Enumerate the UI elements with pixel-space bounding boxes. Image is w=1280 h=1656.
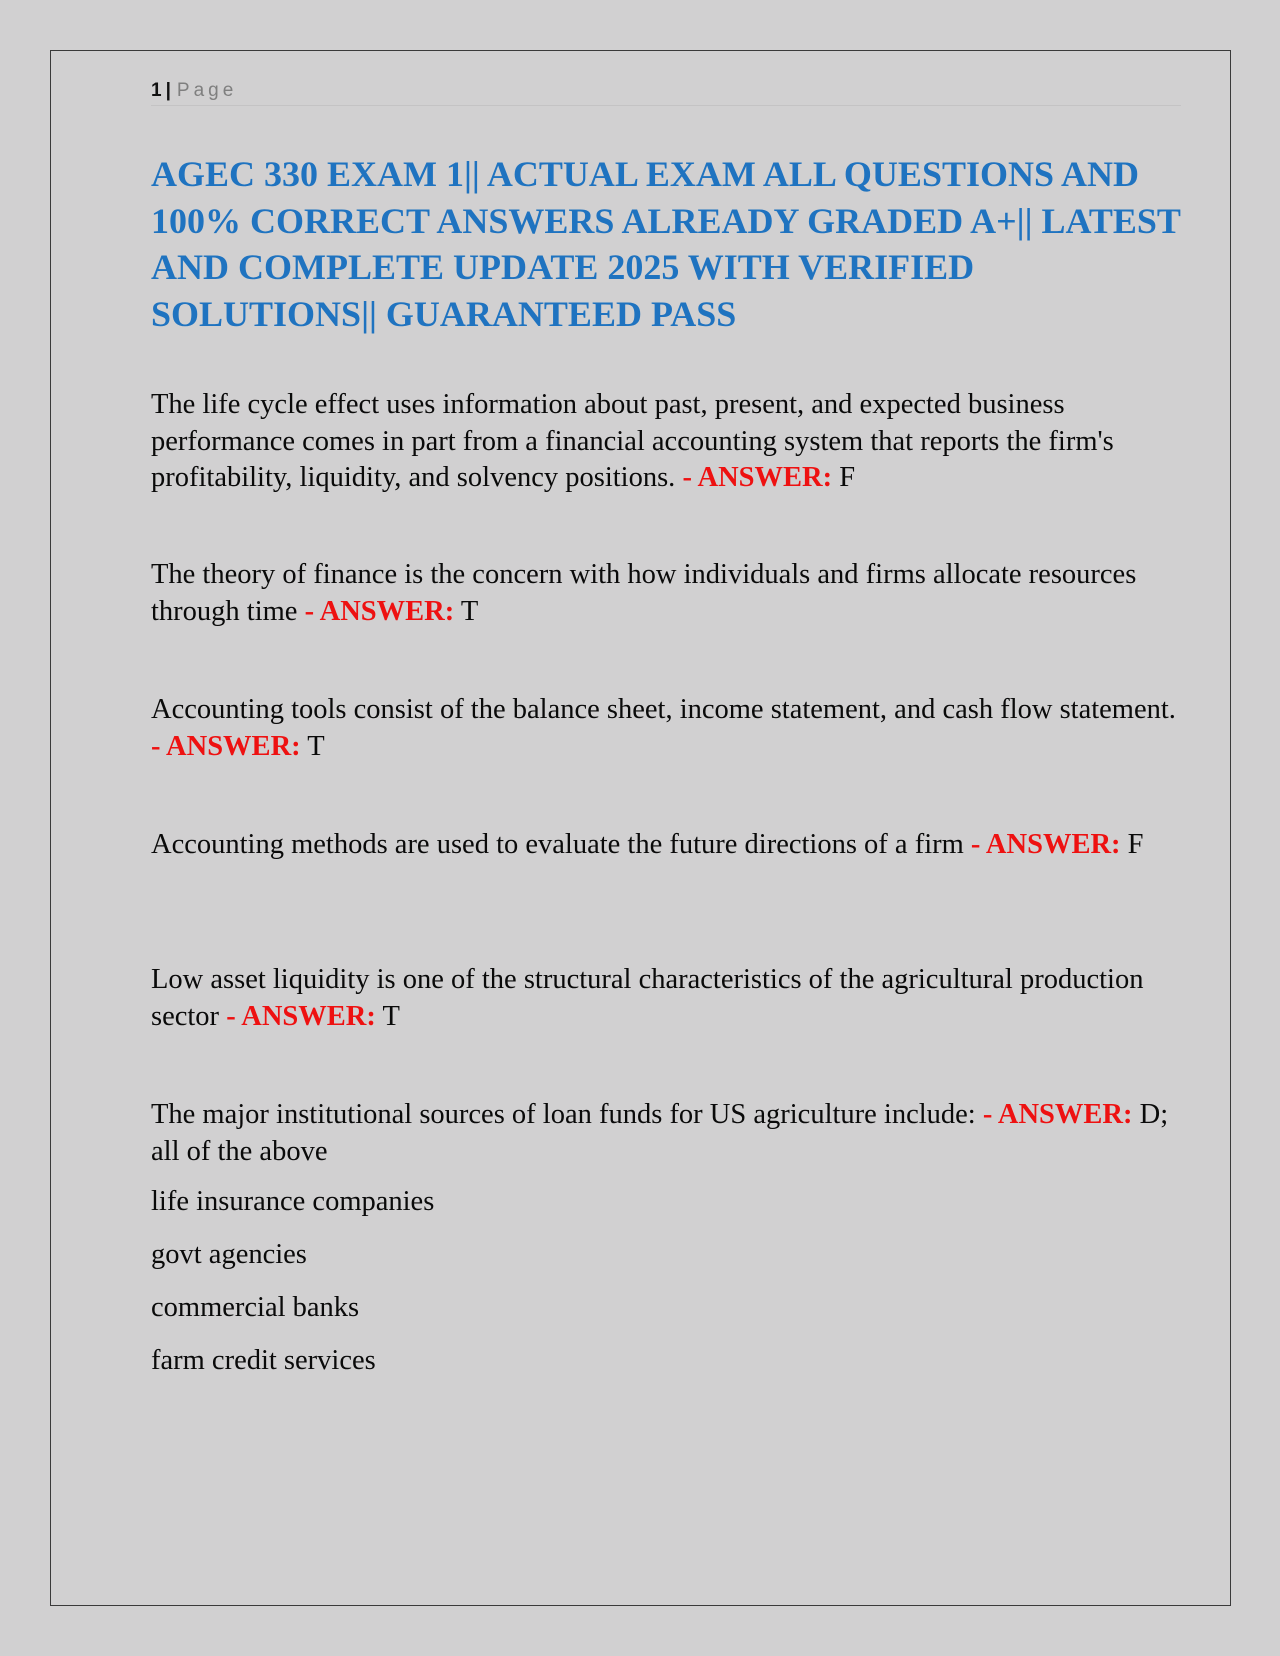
option-item: commercial banks bbox=[151, 1292, 360, 1323]
option-item: life insurance companies bbox=[151, 1186, 435, 1217]
page-number: 1 bbox=[151, 80, 162, 101]
qa-item-1 bbox=[151, 387, 1181, 497]
question-text: Low asset liquidity is one of the structural characteristics of the agricultural production sector bbox=[151, 964, 1144, 1032]
qa-item-5 bbox=[151, 962, 1181, 1035]
question-text: The theory of finance is the concern with how individuals and firms allocate resources through time bbox=[151, 559, 1137, 627]
qa-item-2 bbox=[151, 557, 1181, 630]
question-text: The major institutional sources of loan funds for US agriculture include: bbox=[151, 1099, 976, 1130]
qa-item-3 bbox=[151, 692, 1181, 765]
answer-marker: - ANSWER: bbox=[304, 595, 455, 627]
question-text: The life cycle effect uses information about past, present, and expected business performance comes in part from a financial accounting system that reports the firm's profitability, liquidity, and solvency positions. bbox=[151, 389, 1114, 493]
page-label: Page bbox=[176, 80, 238, 101]
answer-marker: - ANSWER: bbox=[226, 1000, 376, 1032]
page-separator: | bbox=[165, 80, 171, 101]
question-text: Accounting methods are used to evaluate the future directions of a firm bbox=[151, 829, 964, 860]
qa-item-6 bbox=[151, 1097, 1181, 1170]
answer-value: T bbox=[460, 595, 479, 627]
qa-item-4 bbox=[151, 827, 1181, 864]
answer-value: T bbox=[382, 1000, 400, 1032]
question-text: Accounting tools consist of the balance sheet, income statement, and cash flow statement. bbox=[151, 694, 1176, 725]
answer-value: T bbox=[307, 730, 325, 762]
answer-value: F bbox=[839, 462, 856, 493]
option-item: farm credit services bbox=[151, 1345, 376, 1376]
answer-marker: - ANSWER: bbox=[682, 462, 833, 493]
answer-marker: - ANSWER: bbox=[982, 1099, 1133, 1130]
document-page bbox=[50, 50, 1231, 1606]
answer-value: D; all of the above bbox=[151, 1099, 1169, 1167]
document-title: AGEC 330 EXAM 1|| ACTUAL EXAM ALL QUESTIONS AND 100% CORRECT ANSWERS ALREADY GRADED A+|| LATEST AND COMPLETE UPDATE 2025 WITH VERIFIED SOLUTIONS|| GUARANTEED PASS bbox=[151, 154, 1181, 334]
answer-marker: - ANSWER: bbox=[970, 829, 1121, 860]
option-item: govt agencies bbox=[151, 1239, 307, 1270]
page-header bbox=[151, 77, 1181, 106]
answer-value: F bbox=[1127, 829, 1144, 860]
answer-marker: - ANSWER: bbox=[151, 730, 301, 762]
